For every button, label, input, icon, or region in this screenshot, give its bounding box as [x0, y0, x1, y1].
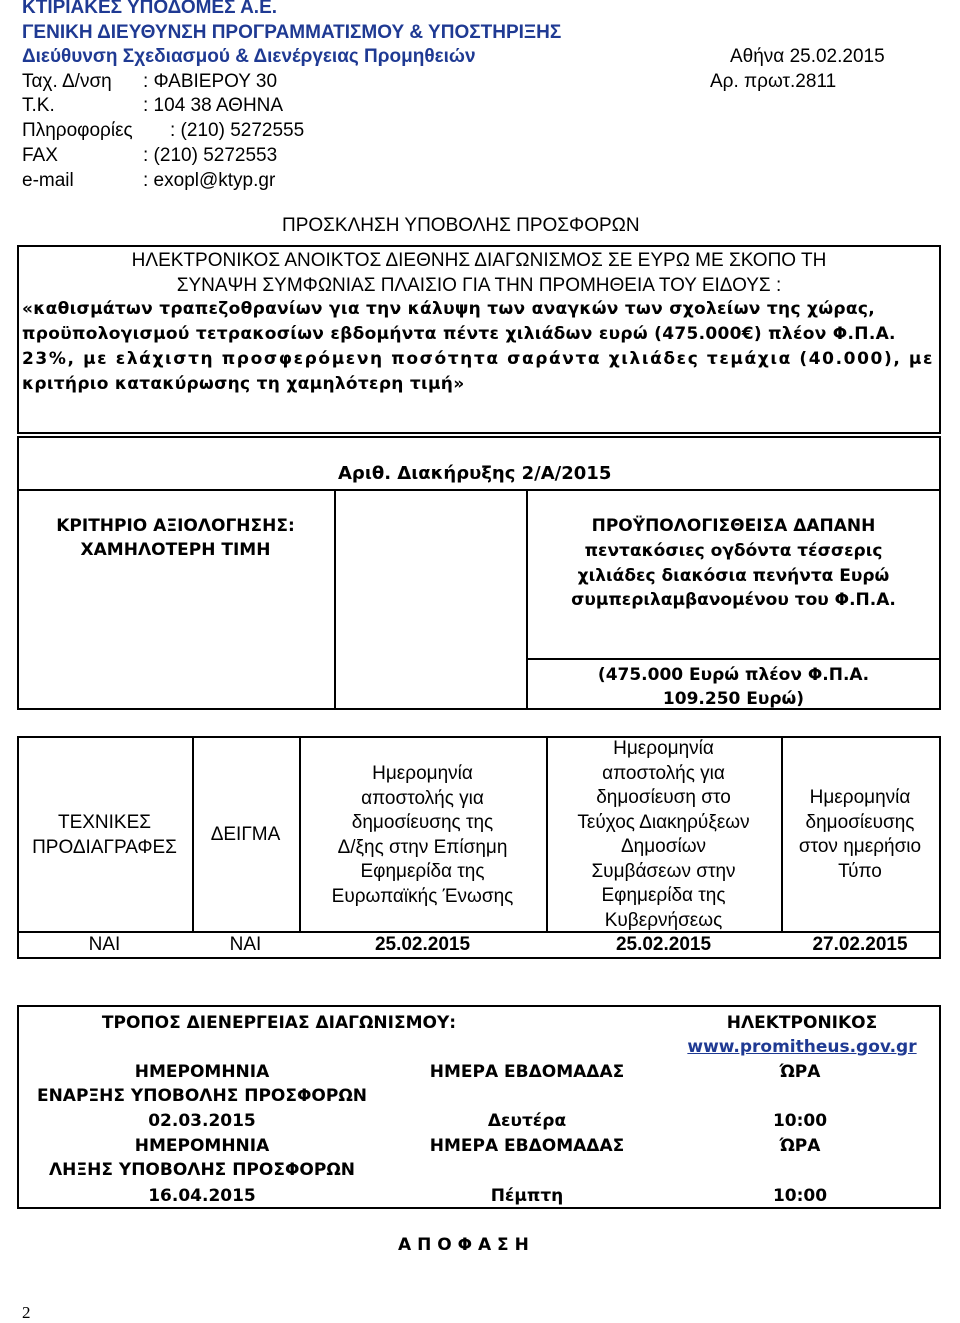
col-daily-press-line: δημοσίευσης: [805, 811, 915, 833]
col-gov-gazette-line: δημοσίευση στο: [596, 787, 731, 808]
start-time-value: 10:00: [772, 1111, 828, 1131]
tender-heading-line2: ΣΥΝΑΨΗ ΣΥΜΦΩΝΙΑΣ ΠΛΑΙΣΙΟ ΓΙΑ ΤΗΝ ΠΡΟΜΗΘΕΙΑ ΤΟΥ ΕΙΔΟΥΣ :: [176, 275, 782, 296]
col-gov-gazette-line: αποστολής για: [602, 762, 725, 784]
col-daily-press-header: [781, 786, 939, 884]
col-gov-gazette-line: Τεύχος Διακηρύξεων: [577, 811, 750, 833]
end-date-label-line1: ΗΜΕΡΟΜΗΝΙΑ: [134, 1136, 270, 1156]
start-time-label: ΏΡΑ: [779, 1062, 821, 1082]
protocol-number: Αρ. πρωτ.2811: [710, 71, 837, 92]
col-tech-specs-line: ΤΕΧΝΙΚΕΣ: [57, 812, 152, 833]
end-weekday-value: Πέμπτη: [490, 1186, 564, 1206]
budget-words-line1: πεντακόσιες ογδόντα τέσσερις: [584, 541, 883, 561]
postcode-label: Τ.Κ.: [22, 95, 55, 116]
col-gov-gazette-line: Δημοσίων: [620, 836, 707, 857]
value-sample: ΝΑΙ: [229, 934, 262, 955]
end-date-value: 16.04.2015: [148, 1186, 256, 1206]
place-date: Αθήνα 25.02.2015: [730, 46, 885, 67]
start-date-label-line2: ΕΝΑΡΞΗΣ ΥΠΟΒΟΛΗΣ ΠΡΟΣΦΟΡΩΝ: [36, 1086, 368, 1106]
col-eu-journal-header: [299, 762, 546, 909]
col-eu-journal-line: αποστολής για: [361, 787, 484, 809]
tender-heading-line1: ΗΛΕΚΤΡΟΝΙΚΟΣ ΑΝΟΙΚΤΟΣ ΔΙΕΘΝΗΣ ΔΙΑΓΩΝΙΣΜΟΣ ΣΕ ΕΥΡΩ ΜΕ ΣΚΟΠΟ ΤΗ: [131, 250, 827, 271]
col-gov-gazette-line: Ημερομηνία: [613, 738, 714, 759]
email-label: e-mail: [22, 170, 74, 191]
col-daily-press-line: στον ημερήσιο: [798, 836, 922, 857]
start-date-value: 02.03.2015: [148, 1111, 256, 1131]
value-eu-journal-date: 25.02.2015: [374, 934, 471, 955]
col-gov-gazette-line: Κυβερνήσεως: [604, 909, 723, 931]
col-eu-journal-line: Ευρωπαϊκής Ένωσης: [331, 885, 514, 907]
page-number: 2: [22, 1303, 31, 1322]
value-gov-gazette-date: 25.02.2015: [615, 934, 712, 955]
start-date-label-line1: ΗΜΕΡΟΜΗΝΙΑ: [134, 1062, 270, 1082]
fax-label: FAX: [22, 145, 58, 166]
budget-amount-line2: 109.250 Ευρώ): [662, 689, 805, 709]
declaration-number: Αριθ. Διακήρυξης 2/Α/2015: [338, 463, 612, 484]
postcode-value: : 104 38 ΑΘΗΝΑ: [143, 95, 284, 116]
tender-desc-line3: 23%, με ελάχιστη προσφερόμενη ποσότητα σαράντα χιλιάδες τεμάχια (40.000), με: [22, 349, 935, 369]
end-weekday-label: ΗΜΕΡΑ ΕΒΔΟΜΑΔΑΣ: [429, 1136, 625, 1156]
page-title: ΠΡΟΣΚΛΗΣΗ ΥΠΟΒΟΛΗΣ ΠΡΟΣΦΟΡΩΝ: [282, 215, 640, 236]
col-sample-header: ΔΕΙΓΜΑ: [210, 824, 281, 845]
value-daily-press-date: 27.02.2015: [812, 934, 908, 955]
tender-desc-line1: «καθισμάτων τραπεζοθρανίων για την κάλυψη των αναγκών των σχολείων της χώρας,: [22, 299, 875, 319]
budget-words-line3: συμπεριλαμβανομένου του Φ.Π.Α.: [571, 590, 896, 610]
col-gov-gazette-header: [546, 737, 781, 933]
budget-words-line2: χιλιάδες διακόσια πενήντα Ευρώ: [577, 566, 890, 586]
budget-amount-line1: (475.000 Ευρώ πλέον Φ.Π.Α.: [597, 665, 870, 685]
address-label: Ταχ. Δ/νση: [22, 71, 112, 92]
criteria-label: ΚΡΙΤΗΡΙΟ ΑΞΙΟΛΟΓΗΣΗΣ:: [56, 516, 295, 536]
criteria-value: ΧΑΜΗΛΟΤΕΡΗ ΤΙΜΗ: [80, 540, 271, 560]
info-label: Πληροφορίες: [22, 120, 133, 141]
fax-value: : (210) 5272553: [143, 145, 278, 166]
org-name: ΚΤΙΡΙΑΚΕΣ ΥΠΟΔΟΜΕΣ Α.Ε.: [22, 0, 278, 18]
org-division: Διεύθυνση Σχεδιασμού & Διενέργειας Προμηθειών: [22, 46, 476, 67]
col-eu-journal-line: Δ/ξης στην Επίσημη: [337, 836, 508, 858]
start-weekday-label: ΗΜΕΡΑ ΕΒΔΟΜΑΔΑΣ: [429, 1062, 625, 1082]
org-directorate: ΓΕΝΙΚΗ ΔΙΕΥΘΥΝΣΗ ΠΡΟΓΡΑΜΜΑΤΙΣΜΟΥ & ΥΠΟΣΤΗΡΙΞΗΣ: [22, 22, 562, 43]
end-time-value: 10:00: [772, 1186, 828, 1206]
col-daily-press-line: Τύπο: [838, 860, 882, 882]
col-tech-specs-header: [17, 811, 192, 860]
col-tech-specs-line: ΠΡΟΔΙΑΓΡΑΦΕΣ: [32, 836, 177, 858]
decision-heading: Α Π Ο Φ Α Σ Η: [398, 1235, 529, 1255]
value-tech-specs: ΝΑΙ: [88, 934, 121, 955]
end-date-label-line2: ΛΗΞΗΣ ΥΠΟΒΟΛΗΣ ΠΡΟΣΦΟΡΩΝ: [49, 1160, 355, 1180]
promitheus-link[interactable]: www.promitheus.gov.gr: [687, 1037, 917, 1057]
col-gov-gazette-line: Εφημερίδα της: [601, 885, 726, 906]
tender-desc-line2: προϋπολογισμού τετρακοσίων εβδομήντα πέντε χιλιάδων ευρώ (475.000€) πλέον Φ.Π.Α.: [22, 324, 896, 344]
col-daily-press-line: Ημερομηνία: [809, 787, 911, 808]
col-eu-journal-line: δημοσίευσης της: [351, 812, 494, 833]
info-value: : (210) 5272555: [170, 120, 305, 141]
col-eu-journal-line: Εφημερίδα της: [360, 861, 485, 882]
end-time-label: ΏΡΑ: [779, 1136, 821, 1156]
address-value: : ΦΑΒΙΕΡΟΥ 30: [143, 71, 278, 92]
method-value: ΗΛΕΚΤΡΟΝΙΚΟΣ: [726, 1013, 878, 1033]
method-label: ΤΡΟΠΟΣ ΔΙΕΝΕΡΓΕΙΑΣ ΔΙΑΓΩΝΙΣΜΟΥ:: [101, 1013, 457, 1033]
email-value: : exopl@ktyp.gr: [143, 170, 276, 191]
tender-desc-line4: κριτήριο κατακύρωσης τη χαμηλότερη τιμή»: [22, 374, 465, 394]
tender-box: [17, 245, 941, 434]
budget-label: ΠΡΟΫΠΟΛΟΓΙΣΘΕΙΣΑ ΔΑΠΑΝΗ: [591, 516, 876, 536]
col-eu-journal-line: Ημερομηνία: [372, 763, 473, 784]
col-gov-gazette-line: Συμβάσεων στην: [591, 860, 736, 882]
start-weekday-value: Δευτέρα: [487, 1111, 567, 1131]
